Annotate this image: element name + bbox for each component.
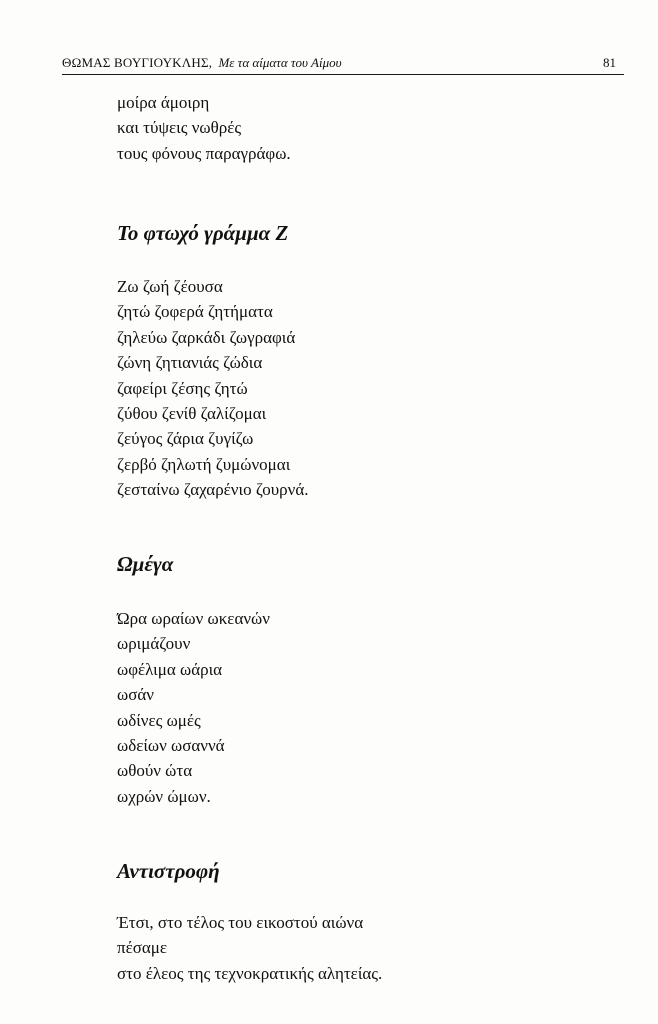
poem-line: Ώρα ωραίων ωκεανών — [117, 609, 270, 628]
poem-line: ωριμάζουν — [117, 634, 191, 654]
poem-line: ζεσταίνω ζαχαρένιο ζουρνά. — [117, 480, 309, 500]
poem-line: ζαφείρι ζέσης ζητώ — [117, 378, 248, 398]
header-rule — [62, 74, 624, 75]
poem-line: τους φόνους παραγράφω. — [117, 143, 291, 163]
poem-title: Το φτωχό γράμμα Ζ — [117, 221, 289, 245]
running-head-author: ΘΩΜΑΣ ΒΟΥΓΙΟΥΚΛΗΣ, — [62, 55, 213, 70]
poem-line: Έτσι, στο τέλος του εικοστού αιώνα — [117, 913, 364, 932]
poem-title: Αντιστροφή — [117, 859, 220, 883]
poem-line: και τύψεις νωθρές — [117, 118, 242, 138]
poem-line: ζηλεύω ζαρκάδι ζωγραφιά — [117, 327, 296, 347]
page-number: 81 — [603, 55, 616, 70]
poem-line: Ζω ζωή ζέουσα — [117, 277, 223, 296]
poem-line: ωφέλιμα ωάρια — [117, 659, 223, 679]
poem-line: ζώνη ζητιανιάς ζώδια — [117, 353, 263, 373]
poem-line: ωθούν ώτα — [117, 761, 193, 781]
poem-line: μοίρα άμοιρη — [117, 93, 210, 112]
poem-line: ωδίνες ωμές — [117, 710, 201, 730]
poem-line: ζερβό ζηλωτή ζυμώνομαι — [117, 454, 291, 474]
poem-line: στο έλεος της τεχνοκρατικής αλητείας. — [117, 963, 383, 983]
running-head-book-title: Με τα αίματα του Αίμου — [218, 55, 342, 70]
poem-continuation — [117, 90, 291, 166]
poem-line: ζητώ ζοφερά ζητήματα — [117, 302, 273, 322]
poem-body — [117, 274, 308, 503]
poem-title: Ωμέγα — [117, 552, 174, 576]
poem-line: ζεύγος ζάρια ζυγίζω — [117, 429, 254, 449]
running-head — [62, 56, 622, 76]
poem-line: πέσαμε — [117, 938, 168, 958]
poem-line: ωχρών ώμων. — [117, 786, 211, 806]
poem-line: ζύθου ζενίθ ζαλίζομαι — [117, 404, 267, 424]
poem-line: ωσάν — [117, 685, 154, 705]
poem-body — [117, 910, 382, 986]
poem-body — [117, 606, 270, 809]
poem-line: ωδείων ωσαννά — [117, 736, 225, 756]
